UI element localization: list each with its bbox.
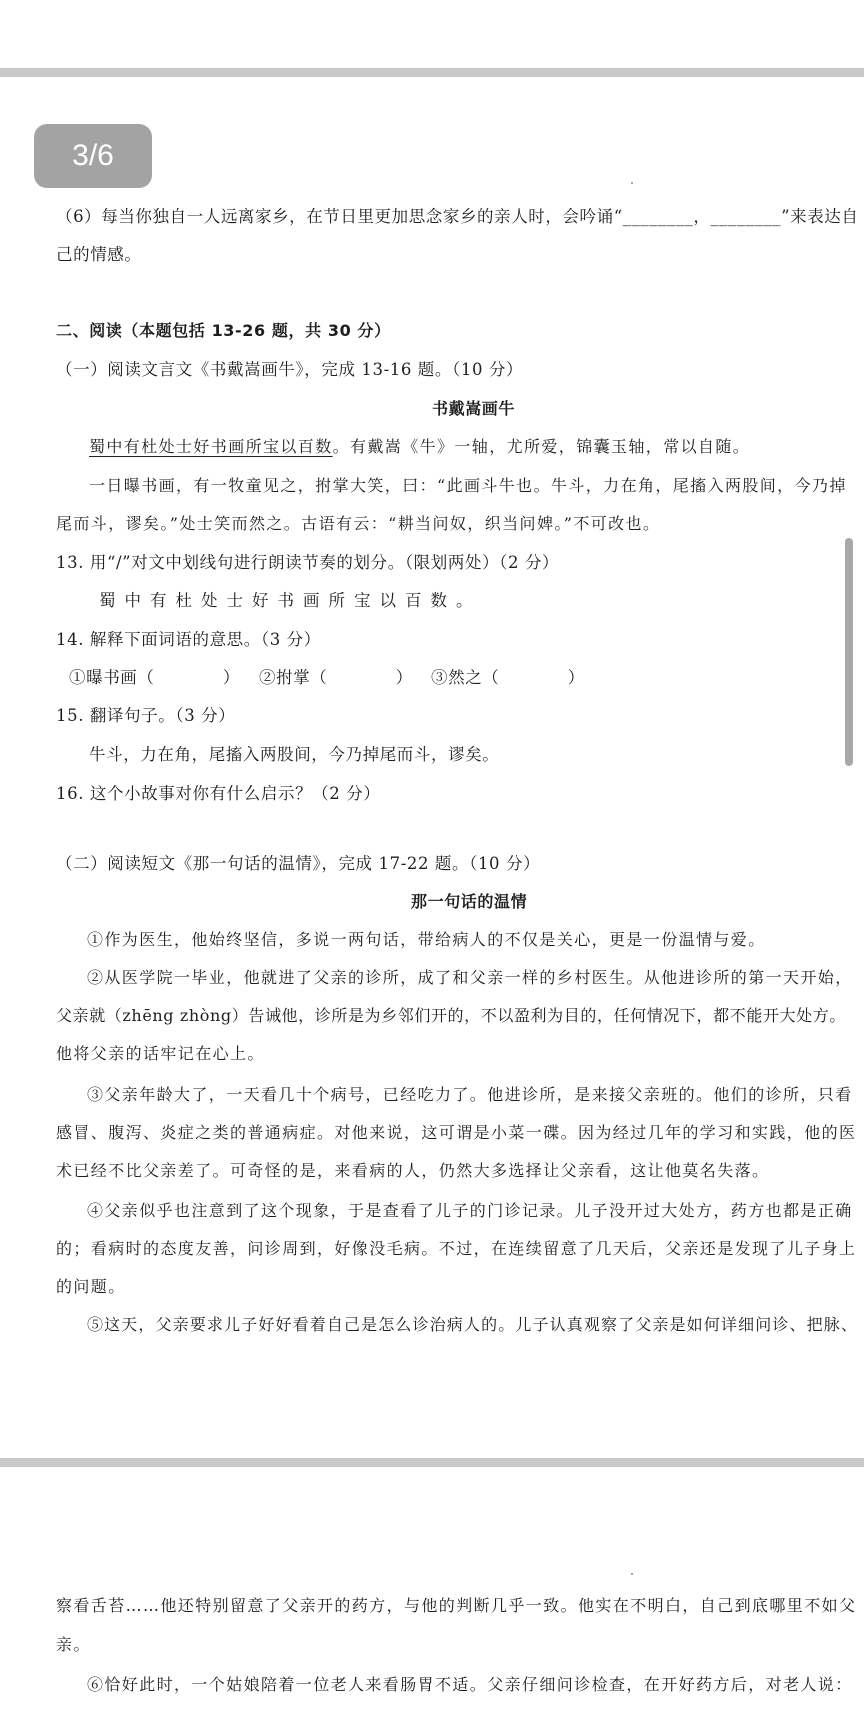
q14-item-c: ③然之（ ）: [431, 668, 585, 687]
para-2-line-3: 他将父亲的话牢记在心上。: [56, 1044, 265, 1063]
q13-sentence: 蜀中有杜处士好书画所宝以百数。: [99, 591, 482, 610]
speck: [631, 1573, 633, 1575]
para-2-line-1: ②从医学院一毕业，他就进了父亲的诊所，成了和父亲一样的乡村医生。从他进诊所的第一天开始，: [87, 968, 853, 987]
q6-line-1: （6）每当你独自一人远离家乡，在节日里更加思念家乡的亲人时，会吟诵“________，________”来表达自: [56, 207, 859, 226]
passage1-line-2: 一日曝书画，有一牧童见之，拊掌大笑，曰：“此画斗牛也。牛斗，力在角，尾搐入两股间，今乃掉: [89, 476, 847, 495]
para-4-line-3: 的问题。: [56, 1277, 126, 1296]
passage1-title: 书戴嵩画牛: [432, 399, 516, 418]
part1-intro: （一）阅读文言文《书戴嵩画牛》，完成 13-16 题。（10 分）: [56, 360, 524, 379]
page-divider-top: [0, 68, 864, 77]
para-5-continued-line-1: 察看舌苔……他还特别留意了父亲开的药方，与他的判断几乎一致。他实在不明白，自己到底哪里不如父: [56, 1596, 857, 1615]
underlined-sentence: 蜀中有杜处士好书画所宝以百数: [89, 437, 333, 456]
q15: 15. 翻译句子。（3 分）: [56, 706, 236, 725]
para-5-continued-line-2: 亲。: [56, 1635, 91, 1654]
passage1-line-3: 尾而斗，谬矣。”处士笑而然之。古语有云：“耕当问奴，织当问婢。”不可改也。: [56, 514, 661, 533]
passage1-line-1: [89, 434, 750, 457]
para-2-line-2: 父亲就（zhēng zhòng）告诫他，诊所是为乡邻们开的，不以盈利为目的，任何情况下，都不能开大处方。: [56, 1006, 846, 1025]
para-5-line-1: ⑤这天，父亲要求儿子好好看着自己是怎么诊治病人的。儿子认真观察了父亲是如何详细问诊、把脉、: [87, 1315, 859, 1334]
para-1: ①作为医生，他始终坚信，多说一两句话，带给病人的不仅是关心，更是一份温情与爱。: [87, 930, 766, 949]
part2-intro: （二）阅读短文《那一句话的温情》，完成 17-22 题。（10 分）: [56, 854, 541, 873]
q14: 14. 解释下面词语的意思。（3 分）: [56, 630, 321, 649]
passage2-title: 那一句话的温情: [411, 892, 528, 911]
speck: [631, 182, 633, 184]
q14-item-b: ②拊掌（ ）: [259, 668, 413, 687]
para-4-line-1: ④父亲似乎也注意到了这个现象，于是查看了儿子的门诊记录。儿子没开过大处方，药方也都是正确: [87, 1201, 853, 1220]
q15-sentence: 牛斗，力在角，尾搐入两股间，今乃掉尾而斗，谬矣。: [89, 745, 500, 764]
para-3-line-1: ③父亲年龄大了，一天看几十个病号，已经吃力了。他进诊所，是来接父亲班的。他们的诊所，只看: [87, 1085, 853, 1104]
para-6-line-1: ⑥恰好此时，一个姑娘陪着一位老人来看肠胃不适。父亲仔细问诊检查，在开好药方后，对老人说：: [87, 1675, 853, 1694]
q6-line-2: 己的情感。: [56, 245, 142, 264]
para-3-line-2: 感冒、腹泻、炎症之类的普通病症。对他来说，这可谓是小菜一碟。因为经过几年的学习和实践，他的医: [56, 1123, 857, 1142]
scrollbar-thumb[interactable]: [845, 538, 853, 766]
passage1-line-1-rest: 。有戴嵩《牛》一轴，尤所爱，锦囊玉轴，常以自随。: [332, 437, 751, 456]
section-title: 二、阅读（本题包括 13-26 题，共 30 分）: [56, 321, 391, 340]
q13: 13. 用“/”对文中划线句进行朗读节奏的划分。（限划两处）（2 分）: [56, 553, 560, 572]
page-divider: [0, 1458, 864, 1467]
q16: 16. 这个小故事对你有什么启示？（2 分）: [56, 784, 381, 803]
page-indicator[interactable]: 3/6: [34, 124, 152, 188]
q14-item-a: ①曝书画（ ）: [69, 668, 240, 687]
para-4-line-2: 的；看病时的态度友善，问诊周到，好像没毛病。不过，在连续留意了几天后，父亲还是发现了儿子身上: [56, 1239, 857, 1258]
para-3-line-3: 术已经不比父亲差了。可奇怪的是，来看病的人，仍然大多选择让父亲看，这让他莫名失落。: [56, 1161, 770, 1180]
